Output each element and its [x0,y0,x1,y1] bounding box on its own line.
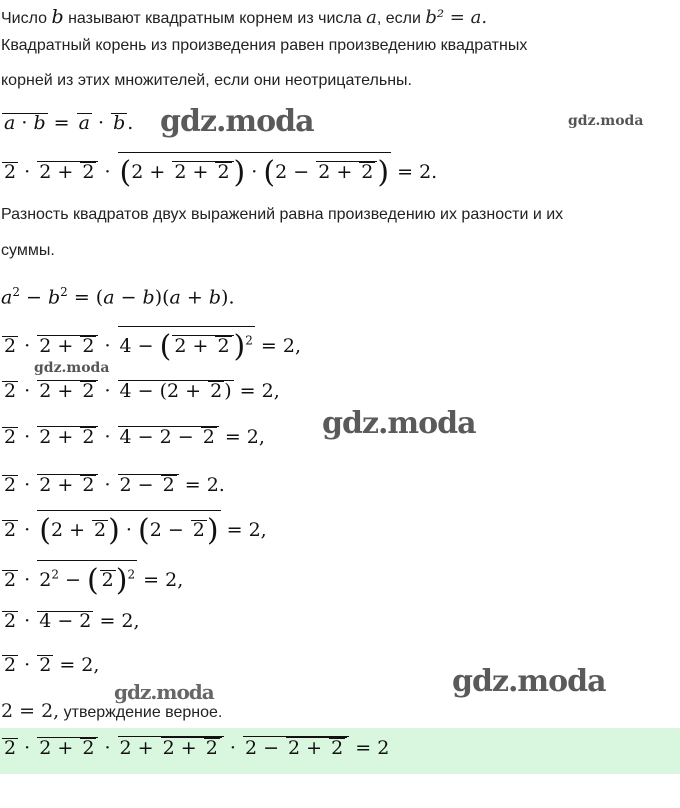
formula-step6: $2 \cdot 2^2$ − ( 2)$^2$ = 2, [1,560,183,597]
sqrt: 2 + 2 + 2 [118,736,224,759]
watermark-logo: gdz.moda [452,664,606,699]
watermark-logo: gdz.moda [160,104,314,139]
sqrt: 2 + 2 [37,161,98,183]
sqrt: 2 − 2 + 2 [243,736,349,759]
paragraph-line: суммы. [1,242,55,259]
sqrt: 2 − 2 [118,474,179,496]
sqrt: 4 − ( 2 + 2 )$^2$ [118,326,255,363]
watermark-logo: gdz.moda [34,360,110,376]
sqrt: 2 [4,161,17,183]
sqrt: 2 [4,519,17,541]
text-segment: , если [376,10,421,27]
sqrt: a [78,112,90,134]
paragraph-line: корней из этих множителей, если они неотрицательны. [1,72,412,89]
sqrt: 2 + 2 [316,161,377,183]
formula-given: 2 · 2 + 2 · (2 + 2 + 2 ) · (2 − 2 + 2 ) = 2. [1,152,437,189]
paragraph-line: Квадратный корень из произведения равен произведению квадратных [1,37,528,54]
sqrt: 4 − 2 [39,610,92,632]
sqrt: 2 + 2 [37,380,98,402]
sqrt: 2 + 2 [286,737,347,759]
sqrt: 2 [4,610,17,632]
sqrt: 2 [4,654,17,676]
sqrt: b [113,112,126,134]
watermark-logo: gdz.moda [568,113,644,129]
formula-step7: 2 · 4 − 2 = 2, [4,610,140,632]
sqrt: 2 [82,335,95,357]
sqrt: 2 + 2 [172,161,233,183]
sqrt: 2 [217,161,230,183]
sqrt: 2 [217,335,230,357]
sqrt: 2 + 2 [37,474,98,496]
sqrt: 2 [82,161,95,183]
sqrt: 2 [82,380,95,402]
definition-line [1,6,487,28]
inline-formula: b² = a. [425,7,488,28]
formula-step3: 2 · 2 + 2 · 4 − 2 − 2 = 2, [4,426,265,448]
formula-step4: 2 · 2 + 2 · 2 − 2 = 2. [4,474,225,496]
sqrt: 4 − (2 + 2 ) [119,380,232,402]
sqrt: 2 + 2 [161,737,222,759]
sqrt: 2 [82,737,95,759]
text-segment: утверждение верное. [63,704,223,721]
sqrt: 2 [331,737,344,759]
sqrt: 2 [4,474,17,496]
sqrt: 4 − 2 − 2 [118,426,219,448]
formula-step2: 2 · 2 + 2 · 4 − (2 + 2 ) = 2, [4,380,280,402]
sqrt: 2 + 2 [37,335,98,357]
text-segment: Число [1,10,48,27]
sqrt: 2 + 2 [172,335,233,357]
var-a: a [366,7,377,28]
sqrt: 2 [94,519,107,541]
sqrt: 2 + 2 [37,426,98,448]
sqrt: 2 [192,519,205,541]
sqrt: 2 [4,737,17,759]
formula-step1: 2 · 2 + 2 · 4 − ( 2 + 2 )$^2$ = 2, [1,326,301,363]
sqrt: 2 [210,380,223,402]
sqrt: 2 [82,474,95,496]
formula-rule: a · b = a · b . [4,112,134,134]
sqrt: 2 [205,737,218,759]
sqrt: (2 + 2) · (2 − 2) [37,510,220,547]
formula-squares: $a^2 - b^2 = (a - b)(a + b)$. [1,285,235,309]
sqrt: 2 [202,426,215,448]
sqrt: 2 [4,380,17,402]
sqrt: 2 [4,569,17,591]
formula-step8: 2 · 2 = 2, [4,654,100,676]
sqrt: 2 [4,426,17,448]
sqrt: $2^2$ − ( 2)$^2$ [37,560,137,597]
sqrt: 2 [4,335,17,357]
sqrt: a · b [4,112,46,134]
formula-step5: 2 · (2 + 2) · (2 − 2) = 2, [1,510,267,547]
sqrt: 2 [162,474,175,496]
sqrt: 2 [39,654,52,676]
sqrt: 2 [101,569,114,591]
final-formula: 2 = 2, [1,700,60,722]
answer-highlight [0,728,680,774]
paragraph-line: Разность квадратов двух выражений равна произведению их разности и их [1,206,564,223]
formula-answer: 2 · 2 + 2 · 2 + 2 + 2 · 2 − 2 + 2 = 2 [4,737,390,759]
watermark-logo: gdz.moda [114,680,214,704]
sqrt: 2 + 2 [37,737,98,759]
text-segment: называют квадратным корнем из числа [68,10,362,27]
sqrt: 2 [82,426,95,448]
var-b: b [51,6,64,28]
sqrt: (2 + 2 + 2 ) · (2 − 2 + 2 ) [118,152,392,189]
sqrt: 2 [361,161,374,183]
watermark-logo: gdz.moda [322,406,476,441]
